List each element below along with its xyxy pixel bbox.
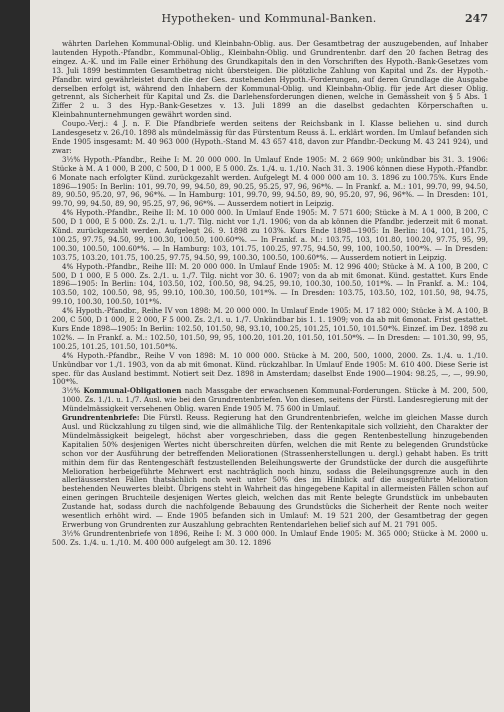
page-number: 247 (465, 12, 488, 25)
paragraph-grundrenten (52, 414, 488, 530)
paragraph-reihe-5: 4% Hypoth.-Pfandbr., Reihe V von 1898: M. 10 000 000. Stücke à M. 200, 500, 1000, 2000. Zs. 1./4. u. 1./10. Unkündbar vor 1./1. 1903, von da ab mit 6monat. Künd. rückzahlbar. In Umlauf Ende 1905: M. 610 400. Diese Serie ist spec. für das Ausland bestimmt. Notiert seit Dez. 1898 in Amsterdam; daselbst Ende 1900—1904: 98.25, —, —, 99.90, 100*%. (52, 350, 488, 387)
grundrenten-title: Grundrentenbriefe: (62, 413, 140, 423)
kommunal-text: nach Massgabe der erwachsenen Kommunal-Forderungen. Stücke à M. 200, 500, 1000. Zs. 1./1. u. 1./7. Ausl. wie bei den Grundrentenbriefen. Von diesen, seitens der Fürstl. Landesregierung mit der Mündelmässigkeit versehenen Oblig. waren Ende 1905 M. 75 600 in Umlauf. (62, 386, 488, 414)
paragraph-intro: währten Darlehen Kommunal-Oblig. und Kleinbahn-Oblig. aus. Der Gesamtbetrag der auszugebenden, auf Inhaber lautenden Hypoth.-Pfandbr., Kommunal-Oblig., Kleinbahn-Oblig. und Grundrentenbr. darf den 20 fachen Betrag des eingez. A.-K. und im Falle einer Erhöhung des Grundkapitals den in den Vorschriften des Hypoth.-Bank-Gesetzes vom 13. Juli 1899 bestimmten Gesamtbetrag nicht übersteigen. Die plötzliche Zahlung von Kapital und Zs. der Hypoth.-Pfandbr. wird gewährleistet durch die der Ges. zustehenden Hypoth.-Forderungen, auf deren Grundlage die Ausgabe derselben erfolgt ist, während den Inhabern der Kommunal-Oblig. und Kleinbahn-Oblig. für jede Art dieser Oblig. getrennt, als Sicherheit für Kapital und Zs. die Darlehensforderungen dienen, welche in Gemässheit von § 5 Abs. 1 Ziffer 2 u. 3 des Hyp.-Bank-Gesetzes v. 13. Juli 1899 an die daselbst gedachten Körperschaften u. Kleinbahnunternehmungen gewährt worden sind. (52, 39, 488, 120)
grundrenten-text: Die Fürstl. Reuss. Regierung hat den Grundrentenbriefen, welche im gleichen Masse durch Ausl. und Rückzahlung zu tilgen sind, wie die allmähliche Tilg. der Rentenkapitale sich vollzieht, den Charakter der Mündelmässigkeit beigelegt, höchst aber vorgeschrieben, dass die gegen Rentenbestellung hinzugebenden Kapitalien 50% desjenigen Wertes nicht überschreiten dürfen, welchen die mit Rente zu belegenden Grundstücke schon vor der Ausführung der betreffenden Meliorationen (Strassenherstellungen u. dergl.) gehabt haben. Es tritt mithin dem für das Rentengeschäft festzustellenden Beleihungswerte der Grundstücke der durch die ausgeführte Melioration herbeigeführte Mehrwert erst nachträglich noch hinzu, sodass die Beleihungsgrenze auch in den allerläussersten Fällen thatsächlich noch weit unter 50% des im Hinblick auf die ausgeführte Melioration bestehenden Neuwertes bleibt. Übrigens steht in Wahrheit das hingegebene Kapital in allermeisten Fällen schon auf einen geringen Bruchteile desjenigen Wertes gleich, welchen das mit Rente belegte Grundstück im unbebauten Zustande hat, sodass durch die nachfolgende Bebauung des Grundstücks die Sicherheit der Rente noch weiter wesentlich erhöht wird. — Ende 1905 befanden sich in Umlauf: M. 19 521 200, der Gesamtbetrag der gegen Erwerbung von Grundrenten zur Auszahlung gebrachten Rentendarlehen belief sich auf M. 21 791 005. (62, 413, 488, 529)
kommunal-rate: 3½% (62, 386, 81, 396)
paragraph-reihe-3: 4% Hypoth.-Pfandbr., Reihe III: M. 20 000 000. In Umlauf Ende 1905: M. 12 996 400; Stücke à M. A 100, B 200, C 500, D 1 000, E 5 000. Zs. 2./1. u. 1./7. Tilg. nicht vor 30. 6. 1907; von da ab mit 6monat. Künd. gestattet. Kurs Ende 1896—1905: In Berlin: 104, 103.50, 102, 100.50, 98, 94.25, 99.10, 100.30, 100.50, 101*%. — In Frankf. a. M.: 104, 103.50, 102, 100.50, 98, 95, 99.10, 100.30, 100.50, 101*%. — In Dresden: 103.75, 103.50, 102, 101.50, 98, 94.75, 99.10, 100.30, 100.50, 101*%. (52, 261, 488, 307)
running-title: Hypotheken- und Kommunal-Banken. (161, 12, 377, 25)
document-body (52, 40, 488, 548)
paragraph-final: 3½% Grundrentenbriefe von 1896, Reihe I: M. 3 000 000. In Umlauf Ende 1905: M. 365 000; Stücke à M. 2000 u. 500. Zs. 1./4. u. 1./10. M. 400 000 aufgelegt am 30. 12. 1896 (52, 528, 488, 547)
paragraph-reihe-4: 4% Hypoth.-Pfandbr., Reihe IV von 1898: M. 20 000 000. In Umlauf Ende 1905: M. 17 182 000; Stücke à M. A 100, B 200, C 500, D 1 000, E 2 000, F 5 000. Zs. 2./1. u. 1./7. Unkündbar bis 1. 1. 1909; von da ab mit 6monat. Frist gestattet. Kurs Ende 1898—1905: In Berlin: 102.50, 101.50, 98, 93.10, 100.25, 101.25, 101.50, 101.50*%. Einzef. im Dez. 1898 zu 102%. — In Frankf. a. M.: 102.50, 101.50, 99, 95, 100.20, 101.20, 101.50, 101.50*%. — In Dresden: — 101.30, 99, 95, 100.25, 101.25, 101.50, 101.50*%. (52, 306, 488, 351)
page-header (50, 12, 488, 30)
paragraph-coupon: Coupo.-Verj.: 4 J. n. F. Die Pfandbriefe werden seitens der Reichsbank in I. Klasse beliehen u. sind durch Landesgesetz v. 26./10. 1898 als mündelmässig für das Fürstentum Reuss ä. L. erklärt worden. Im Umlauf befanden sich Ende 1905 insgesamt: M. 40 963 000 (Hypoth.-Stand M. 43 657 418, davon zur Pfandbr.-Deckung M. 43 241 924), und zwar: (52, 119, 488, 155)
paragraph-reihe-2: 4% Hypoth.-Pfandbr., Reihe II: M. 10 000 000. In Umlauf Ende 1905: M. 7 571 600; Stücke à M. A 1 000, B 200, C 500, D 1 000, E 5 000. Zs. 2./1. u. 1./7. Tilg. nicht vor 1./1. 1906; von da ab können die Pfandbr. jederzeit mit 6 monat. Künd. zurückgezahlt werden. Aufgelegt 26. 9. 1898 zu 103%. Kurs Ende 1898—1905: In Berlin: 104, 101, 101.75, 100.25, 97.75, 94.50, 99, 100.30, 100.50, 100.60*%. — In Frankf. a. M.: 103.75, 103, 101.80, 100.20, 97.75, 95, 99, 100.30, 100.50, 100.60*%. — In Hamburg: 103, 101.75, 100.25, 97.75, 94.50, 99, 100, 100.50, 100*%. — In Dresden: 103.75, 103.20, 101.75, 100.25, 97.75, 94.50, 99, 100.30, 100.50, 100.60*%. — Ausserdem notiert in Leipzig. (52, 208, 488, 262)
scan-edge (0, 0, 30, 712)
paragraph-kommunal (52, 387, 488, 414)
kommunal-title: Kommunal-Obligationen (83, 386, 182, 396)
paragraph-reihe-1: 3½% Hypoth.-Pfandbr., Reihe I: M. 20 000 000. In Umlauf Ende 1905: M. 2 669 900; unkündbar bis 31. 3. 1906: Stücke à M. A 1 000, B 200, C 500, D 1 000, E 5 000. Zs. 1./4. u. 1./10. Nach 31. 3. 1906 können diese Hypoth.-Pfandbr. 6 Monate nach erfolgter Künd. zurückgezahlt werden. Aufgelegt M. 4 000 000 am 10. 3. 1896 zu 100.75%. Kurs Ende 1896—1905: In Berlin: 101, 99.70, 99, 94.50, 89, 90.25, 95.25, 97, 96, 96*%. — In Frankf. a. M.: 101, 99.70, 99, 94.50, 89, 90.50, 95.20, 97, 96, 96*%. — In Hamburg: 101, 99.70, 99, 94.50, 89, 90, 95.20, 97, 96, 96*%. — In Dresden: 101, 99.70, 99, 94.50, 89, 90, 95.25, 97, 96, 96*%. — Ausserdem notiert in Leipzig. (52, 154, 488, 209)
